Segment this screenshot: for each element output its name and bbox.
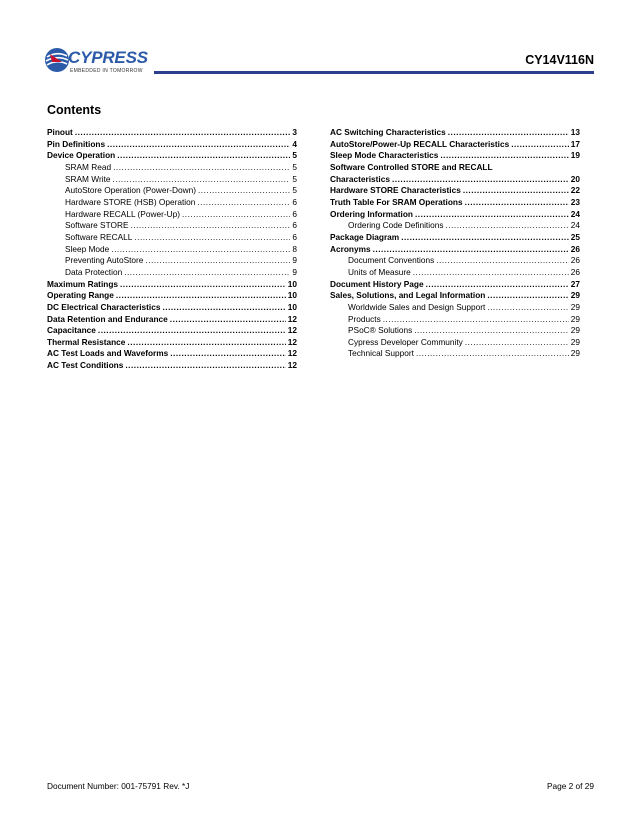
toc-leader-dots	[145, 255, 290, 267]
toc-entry[interactable]	[47, 127, 297, 139]
toc-leader-dots	[182, 209, 290, 221]
toc-entry-page: 3	[292, 127, 297, 137]
toc-leader-dots	[112, 174, 290, 186]
toc-entry-title: Maximum Ratings	[47, 278, 118, 289]
toc-entry[interactable]	[47, 197, 297, 209]
toc-leader-dots	[75, 127, 291, 139]
toc-leader-dots	[107, 139, 290, 151]
toc-entry-page: 5	[292, 173, 297, 184]
contents-title: Contents	[47, 103, 102, 117]
toc-entry-page: 25	[570, 231, 580, 242]
toc-entry-page: 23	[570, 196, 580, 207]
toc-leader-dots	[487, 302, 568, 314]
toc-entry-title: AC Switching Characteristics	[330, 127, 446, 137]
toc-entry-page: 6	[292, 231, 297, 242]
toc-right-column	[330, 127, 580, 360]
document-id: CY14V116N	[525, 53, 594, 67]
toc-entry-page: 26	[570, 243, 580, 254]
toc-entry-page: 29	[570, 325, 580, 336]
toc-entry-title: Worldwide Sales and Design Support	[348, 301, 486, 312]
toc-entry[interactable]	[47, 220, 297, 232]
toc-leader-dots	[414, 325, 569, 337]
toc-entry-title: PSoC® Solutions	[348, 325, 413, 336]
toc-leader-dots	[413, 267, 569, 279]
toc-entry-page: 13	[570, 127, 580, 137]
toc-leader-dots	[416, 348, 569, 360]
toc-entry-page: 20	[570, 173, 580, 184]
toc-entry[interactable]	[47, 209, 297, 221]
toc-entry[interactable]	[330, 348, 580, 360]
toc-entry-title: Technical Support	[348, 348, 414, 359]
toc-entry-page: 29	[570, 290, 580, 301]
toc-entry[interactable]	[330, 314, 580, 326]
toc-entry[interactable]	[47, 348, 297, 360]
toc-entry-title: Operating Range	[47, 290, 114, 301]
toc-entry-page: 5	[292, 150, 297, 161]
toc-entry[interactable]	[47, 162, 297, 174]
toc-entry[interactable]	[330, 244, 580, 256]
toc-entry-title: Truth Table For SRAM Operations	[330, 196, 463, 207]
toc-entry-page: 27	[570, 278, 580, 289]
toc-entry[interactable]	[47, 185, 297, 197]
toc-entry-page: 6	[292, 196, 297, 207]
toc-leader-dots	[373, 244, 569, 256]
toc-entry[interactable]	[330, 325, 580, 337]
toc-leader-dots	[170, 314, 286, 326]
toc-entry-title: SRAM Write	[65, 173, 111, 184]
toc-entry-title: Device Operation	[47, 150, 116, 161]
toc-entry[interactable]	[330, 139, 580, 151]
toc-leader-dots	[198, 185, 290, 197]
toc-entry[interactable]	[47, 290, 297, 302]
toc-entry-title: Cypress Developer Community	[348, 336, 463, 347]
toc-entry-page: 10	[287, 290, 297, 301]
toc-entry-page: 10	[287, 301, 297, 312]
toc-entry-page: 29	[570, 336, 580, 347]
toc-leader-dots	[111, 244, 290, 256]
toc-entry-page: 12	[287, 325, 297, 336]
toc-leader-dots	[511, 139, 569, 151]
toc-entry[interactable]	[330, 185, 580, 197]
toc-leader-dots	[117, 150, 290, 162]
cypress-logo	[44, 46, 154, 80]
toc-entry[interactable]	[330, 174, 580, 186]
toc-entry[interactable]	[47, 139, 297, 151]
toc-entry-title: Software STORE	[65, 220, 129, 231]
toc-entry-title: AutoStore Operation (Power-Down)	[65, 185, 196, 196]
toc-entry-title: Capacitance	[47, 325, 96, 336]
toc-entry-title: Sleep Mode	[65, 243, 110, 254]
toc-entry-title: Ordering Code Definitions	[348, 220, 444, 231]
toc-entry-title: AutoStore/Power-Up RECALL Characteristics	[330, 138, 510, 149]
footer-page-number: Page 2 of 29	[546, 781, 594, 791]
toc-entry[interactable]	[47, 244, 297, 256]
toc-entry-page: 17	[570, 138, 580, 149]
header-rule	[154, 71, 594, 74]
toc-entry-title: Sales, Solutions, and Legal Information	[330, 290, 486, 301]
toc-leader-dots	[448, 127, 569, 139]
toc-entry[interactable]	[330, 290, 580, 302]
toc-entry[interactable]	[47, 337, 297, 349]
footer-document-number: Document Number: 001-75791 Rev. *J	[47, 781, 190, 791]
toc-leader-dots	[487, 290, 568, 302]
toc-entry[interactable]	[47, 150, 297, 162]
toc-leader-dots	[162, 302, 285, 314]
toc-leader-dots	[465, 197, 569, 209]
toc-entry[interactable]	[330, 127, 580, 139]
toc-entry[interactable]	[47, 279, 297, 291]
toc-entry-page: 12	[287, 313, 297, 324]
toc-leader-dots	[127, 337, 285, 349]
toc-entry[interactable]	[47, 302, 297, 314]
toc-leader-dots	[415, 209, 569, 221]
toc-entry[interactable]	[330, 162, 580, 174]
toc-entry-page: 12	[287, 336, 297, 347]
toc-entry-page: 12	[287, 348, 297, 359]
toc-entry-page: 4	[292, 138, 297, 149]
toc-entry-title: Sleep Mode Characteristics	[330, 150, 439, 161]
toc-entry-page: 6	[292, 220, 297, 231]
toc-entry[interactable]	[330, 232, 580, 244]
toc-entry-page: 22	[570, 185, 580, 196]
toc-entry-title: Data Retention and Endurance	[47, 313, 168, 324]
toc-entry[interactable]	[47, 325, 297, 337]
toc-entry-page: 26	[570, 255, 580, 266]
toc-entry-title: Document Conventions	[348, 255, 435, 266]
toc-entry-title: Pin Definitions	[47, 138, 106, 149]
toc-leader-dots	[383, 314, 569, 326]
toc-entry[interactable]	[330, 209, 580, 221]
toc-entry[interactable]	[330, 197, 580, 209]
toc-entry-page: 29	[570, 301, 580, 312]
toc-entry[interactable]	[47, 232, 297, 244]
logo-wordmark: CYPRESS	[68, 48, 148, 67]
toc-leader-dots	[116, 290, 286, 302]
toc-entry-page: 6	[292, 208, 297, 219]
toc-entry[interactable]	[330, 337, 580, 349]
cypress-globe-icon	[44, 47, 70, 73]
toc-leader-dots	[436, 255, 569, 267]
toc-entry-page: 24	[570, 208, 580, 219]
toc-entry-title: Document History Page	[330, 278, 424, 289]
toc-entry-title: Hardware STORE (HSB) Operation	[65, 196, 196, 207]
toc-entry-page: 9	[292, 266, 297, 277]
toc-entry-title: Package Diagram	[330, 231, 400, 242]
toc-entry-page: 29	[570, 348, 580, 359]
toc-entry-title: Units of Measure	[348, 266, 411, 277]
toc-entry-title: AC Test Conditions	[47, 360, 124, 371]
toc-left-column	[47, 127, 297, 372]
toc-entry-title: AC Test Loads and Waveforms	[47, 348, 169, 359]
toc-entry-title: Software RECALL	[65, 231, 133, 242]
toc-entry-page: 19	[570, 150, 580, 161]
toc-leader-dots	[170, 348, 286, 360]
toc-entry-title: Pinout	[47, 127, 73, 137]
toc-entry[interactable]	[47, 314, 297, 326]
toc-entry-title: Hardware STORE Characteristics	[330, 185, 461, 196]
toc-entry-page: 8	[292, 243, 297, 254]
toc-entry[interactable]	[47, 174, 297, 186]
toc-leader-dots	[120, 279, 286, 291]
toc-entry-page: 5	[292, 185, 297, 196]
toc-entry-page: 29	[570, 313, 580, 324]
toc-leader-dots	[134, 232, 290, 244]
toc-entry-page: 10	[287, 278, 297, 289]
toc-leader-dots	[124, 267, 290, 279]
toc-leader-dots	[197, 197, 290, 209]
toc-leader-dots	[98, 325, 286, 337]
toc-entry-title: DC Electrical Characteristics	[47, 301, 161, 312]
toc-leader-dots	[113, 162, 290, 174]
toc-entry[interactable]	[330, 255, 580, 267]
toc-entry-page: 5	[292, 161, 297, 172]
toc-entry-title: Thermal Resistance	[47, 336, 126, 347]
toc-entry-page: 26	[570, 266, 580, 277]
toc-leader-dots	[463, 185, 569, 197]
toc-entry-title: Software Controlled STORE and RECALL	[330, 161, 493, 172]
toc-entry-page: 12	[287, 360, 297, 371]
toc-entry[interactable]	[47, 360, 297, 372]
toc-leader-dots	[465, 337, 569, 349]
toc-entry-title: Ordering Information	[330, 208, 413, 219]
toc-entry-title: Characteristics	[330, 173, 390, 184]
toc-entry[interactable]	[330, 267, 580, 279]
toc-entry-title: SRAM Read	[65, 161, 112, 172]
toc-entry[interactable]	[330, 279, 580, 291]
toc-entry[interactable]	[330, 302, 580, 314]
toc-entry-title: Preventing AutoStore	[65, 255, 144, 266]
logo-tagline: EMBEDDED IN TOMORROW	[70, 68, 143, 74]
toc-leader-dots	[426, 279, 569, 291]
toc-entry-title: Acronyms	[330, 243, 371, 254]
toc-entry[interactable]	[47, 255, 297, 267]
toc-leader-dots	[440, 150, 568, 162]
toc-entry-title: Hardware RECALL (Power-Up)	[65, 208, 180, 219]
toc-leader-dots	[445, 220, 568, 232]
toc-leader-dots	[125, 360, 285, 372]
toc-leader-dots	[130, 220, 290, 232]
toc-leader-dots	[401, 232, 569, 244]
toc-entry[interactable]	[47, 267, 297, 279]
toc-entry-title: Data Protection	[65, 266, 123, 277]
toc-entry-page: 9	[292, 255, 297, 266]
toc-entry[interactable]	[330, 150, 580, 162]
toc-leader-dots	[392, 174, 569, 186]
toc-entry-title: Products	[348, 313, 381, 324]
toc-entry-page: 24	[570, 220, 580, 231]
toc-entry[interactable]	[330, 220, 580, 232]
